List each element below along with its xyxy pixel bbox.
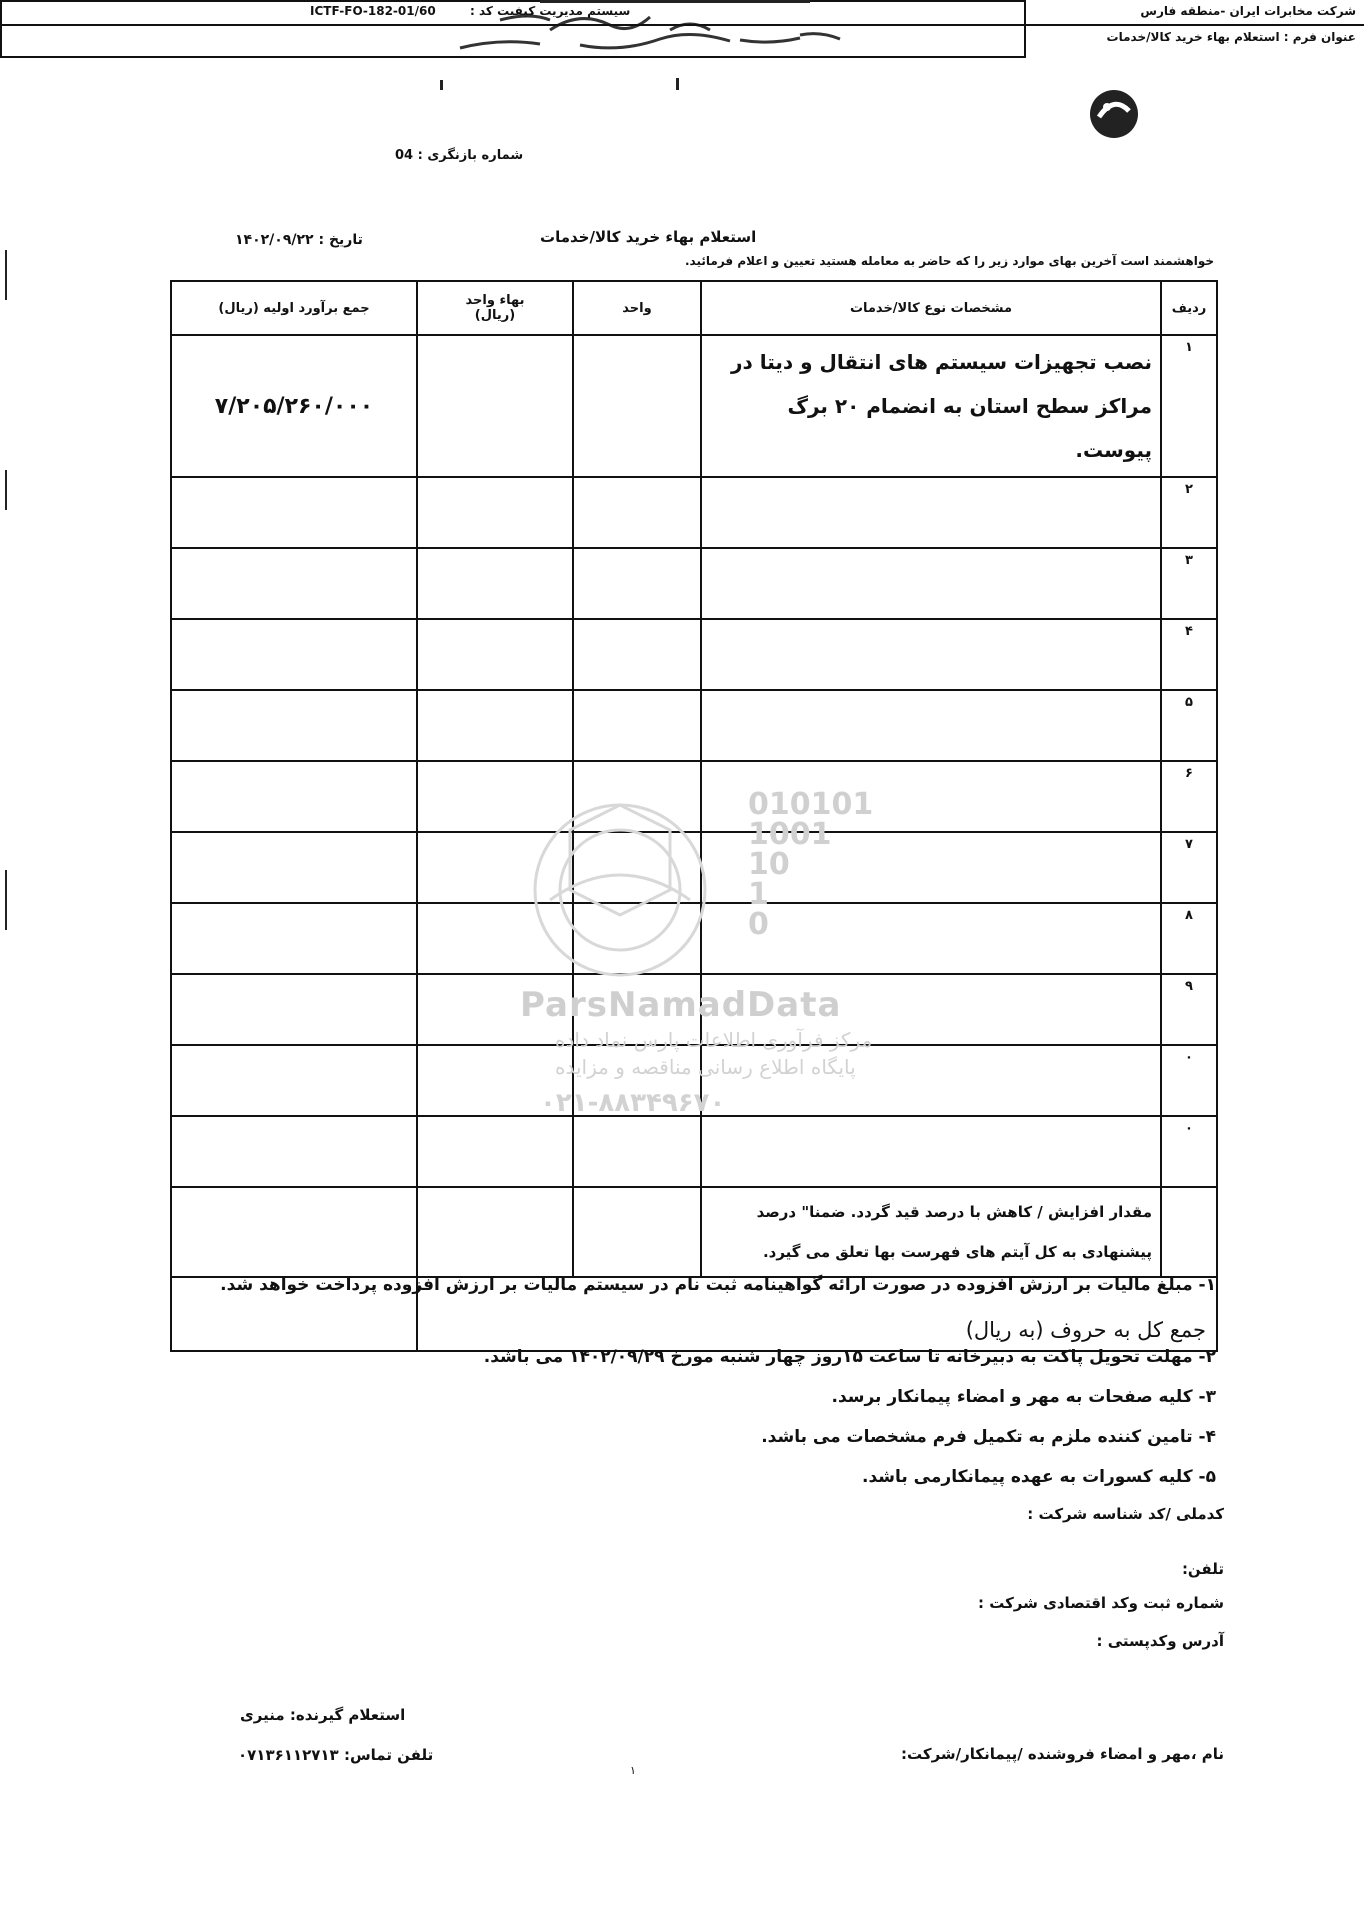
row-number: ۰	[1161, 1116, 1217, 1187]
watermark-digit-line: 010101	[748, 787, 874, 822]
header-unit-price-line1: بهاء واحد	[465, 293, 525, 308]
date-value: ۱۴۰۲/۰۹/۲۲	[235, 232, 314, 248]
item-total[interactable]	[171, 1116, 417, 1187]
form-heading: استعلام بهاء خرید کالا/خدمات	[540, 228, 757, 246]
item-spec[interactable]	[701, 690, 1161, 761]
form-code: ICTF-FO-182-01/60	[310, 4, 436, 18]
row-number: ۹	[1161, 974, 1217, 1045]
item-total[interactable]	[171, 690, 417, 761]
row-number: ۴	[1161, 619, 1217, 690]
company-name: شرکت مخابرات ایران -منطقه فارس	[1140, 4, 1356, 18]
item-total[interactable]	[171, 619, 417, 690]
table-row	[171, 477, 1217, 548]
item-unit-price[interactable]	[417, 548, 573, 619]
company-logo-icon	[1085, 85, 1143, 143]
row-number: ۲	[1161, 477, 1217, 548]
item-unit[interactable]	[573, 619, 701, 690]
adjustment-unit-price[interactable]	[417, 1187, 573, 1277]
row-number: ۳	[1161, 548, 1217, 619]
item-total[interactable]	[171, 761, 417, 832]
intro-text: خواهشمند است آخرین بهای موارد زیر را که حاضر به معامله هستید تعیین و اعلام فرمائید.	[684, 254, 1214, 268]
row-number: ۱	[1161, 335, 1217, 477]
scan-edge-left	[5, 250, 7, 300]
watermark-phone: ۰۲۱-۸۸۳۴۹۶۷۰	[540, 1088, 726, 1118]
header-unit-price	[417, 281, 573, 335]
watermark-line1: مرکز فرآوری اطلاعات پارس نماد داده	[555, 1028, 873, 1052]
item-total[interactable]	[171, 974, 417, 1045]
item-unit[interactable]	[573, 335, 701, 477]
watermark-digits	[748, 787, 874, 942]
item-unit-price[interactable]	[417, 477, 573, 548]
item-spec[interactable]	[701, 477, 1161, 548]
item-total[interactable]	[171, 548, 417, 619]
note-stamp-pages: ۳- کلیه صفحات به مهر و امضاء پیمانکار برسد.	[831, 1387, 1216, 1407]
table-header-row	[171, 281, 1217, 335]
quality-system-label: سیستم مدیریت کیفیت کد :	[470, 4, 631, 18]
national-id-field[interactable]: کدملی /کد شناسه شرکت :	[1027, 1505, 1224, 1523]
header-row-number: ردیف	[1161, 281, 1217, 335]
row-number: ۸	[1161, 903, 1217, 974]
note-deductions: ۵- کلیه کسورات به عهده پیمانکارمی باشد.	[862, 1467, 1216, 1487]
table-row	[171, 619, 1217, 690]
inquirer-name: استعلام گیرنده: منیری	[240, 1706, 406, 1724]
header-spec: مشخصات نوع کالا/خدمات	[701, 281, 1161, 335]
item-unit[interactable]	[573, 477, 701, 548]
form-title: عنوان فرم : استعلام بهاء خرید کالا/خدمات	[1106, 30, 1356, 44]
item-total[interactable]	[171, 1045, 417, 1116]
item-spec[interactable]	[701, 619, 1161, 690]
watermark-digit-line: 1	[748, 877, 769, 912]
item-unit-price[interactable]	[417, 690, 573, 761]
item-unit-price[interactable]	[417, 619, 573, 690]
row-number: ۷	[1161, 832, 1217, 903]
table-row	[171, 690, 1217, 761]
scan-edge-left	[5, 470, 7, 510]
adjustment-unit[interactable]	[573, 1187, 701, 1277]
watermark-logo-icon	[490, 790, 750, 990]
item-total[interactable]	[171, 832, 417, 903]
adjustment-row	[171, 1187, 1217, 1277]
watermark-digit-line: 1001	[748, 817, 832, 852]
header-unit-price-line2: (ریال)	[474, 308, 516, 323]
page-number: ۱	[630, 1764, 636, 1777]
revision-number: شماره بازنگری : 04	[395, 148, 524, 163]
adjustment-total[interactable]	[171, 1187, 417, 1277]
sum-in-words[interactable]: جمع کل به حروف (به ریال)	[417, 1277, 1217, 1351]
watermark-digit-line: 0	[748, 907, 769, 942]
address-field[interactable]: آدرس وکدپستی :	[1096, 1632, 1224, 1650]
watermark-brand: ParsNamadData	[520, 985, 842, 1025]
watermark	[480, 787, 880, 1150]
date-line	[235, 232, 363, 248]
table-row	[171, 548, 1217, 619]
note-vat: ۱- مبلغ مالیات بر ارزش افزوده در صورت ارائه گواهینامه ثبت نام در سیستم مالیات بر ارزش افزوده پرداخت خواهد شد.	[220, 1275, 1216, 1295]
row-number: ۵	[1161, 690, 1217, 761]
note-spec-form: ۴- تامین کننده ملزم به تکمیل فرم مشخصات می باشد.	[761, 1427, 1216, 1447]
header-total: جمع برآورد اولیه (ریال)	[171, 281, 417, 335]
header-unit: واحد	[573, 281, 701, 335]
contact-phone: تلفن تماس: ۰۷۱۳۶۱۱۲۷۱۳	[238, 1746, 434, 1764]
vendor-signature-field[interactable]: نام ،مهر و امضاء فروشنده /پیمانکار/شرکت:	[901, 1745, 1224, 1763]
header-row	[0, 0, 1364, 26]
row-number: ۶	[1161, 761, 1217, 832]
item-unit[interactable]	[573, 548, 701, 619]
watermark-line2: پایگاه اطلاع رسانی مناقصه و مزایده	[555, 1055, 856, 1079]
item-total[interactable]	[171, 477, 417, 548]
watermark-digit-line: 10	[748, 847, 790, 882]
note-deadline: ۲- مهلت تحویل پاکت به دبیرخانه تا ساعت ۱۵روز چهار شنبه مورخ ۱۴۰۲/۰۹/۲۹ می باشد.	[483, 1347, 1216, 1367]
registration-field[interactable]: شماره ثبت وکد اقتصادی شرکت :	[977, 1594, 1224, 1612]
item-unit-price[interactable]	[417, 335, 573, 477]
row-number	[1161, 1187, 1217, 1277]
item-spec[interactable]: نصب تجهیزات سیستم های انتقال و دیتا در مراکز سطح استان به انضمام ۲۰ برگ پیوست.	[701, 335, 1161, 477]
item-unit[interactable]	[573, 690, 701, 761]
adjustment-text: مقدار افزایش / کاهش با درصد قید گردد. ضمنا" درصد پیشنهادی به کل آیتم های فهرست بها تعلق می گیرد.	[701, 1187, 1161, 1277]
item-total[interactable]: ۷/۲۰۵/۲۶۰/۰۰۰	[171, 335, 417, 477]
row-number: ۰	[1161, 1045, 1217, 1116]
item-spec[interactable]	[701, 548, 1161, 619]
item-total[interactable]	[171, 903, 417, 974]
phone-field[interactable]: تلفن:	[1181, 1560, 1224, 1578]
table-row	[171, 335, 1217, 477]
scan-edge-left	[5, 870, 7, 930]
date-label: تاریخ :	[318, 232, 363, 248]
